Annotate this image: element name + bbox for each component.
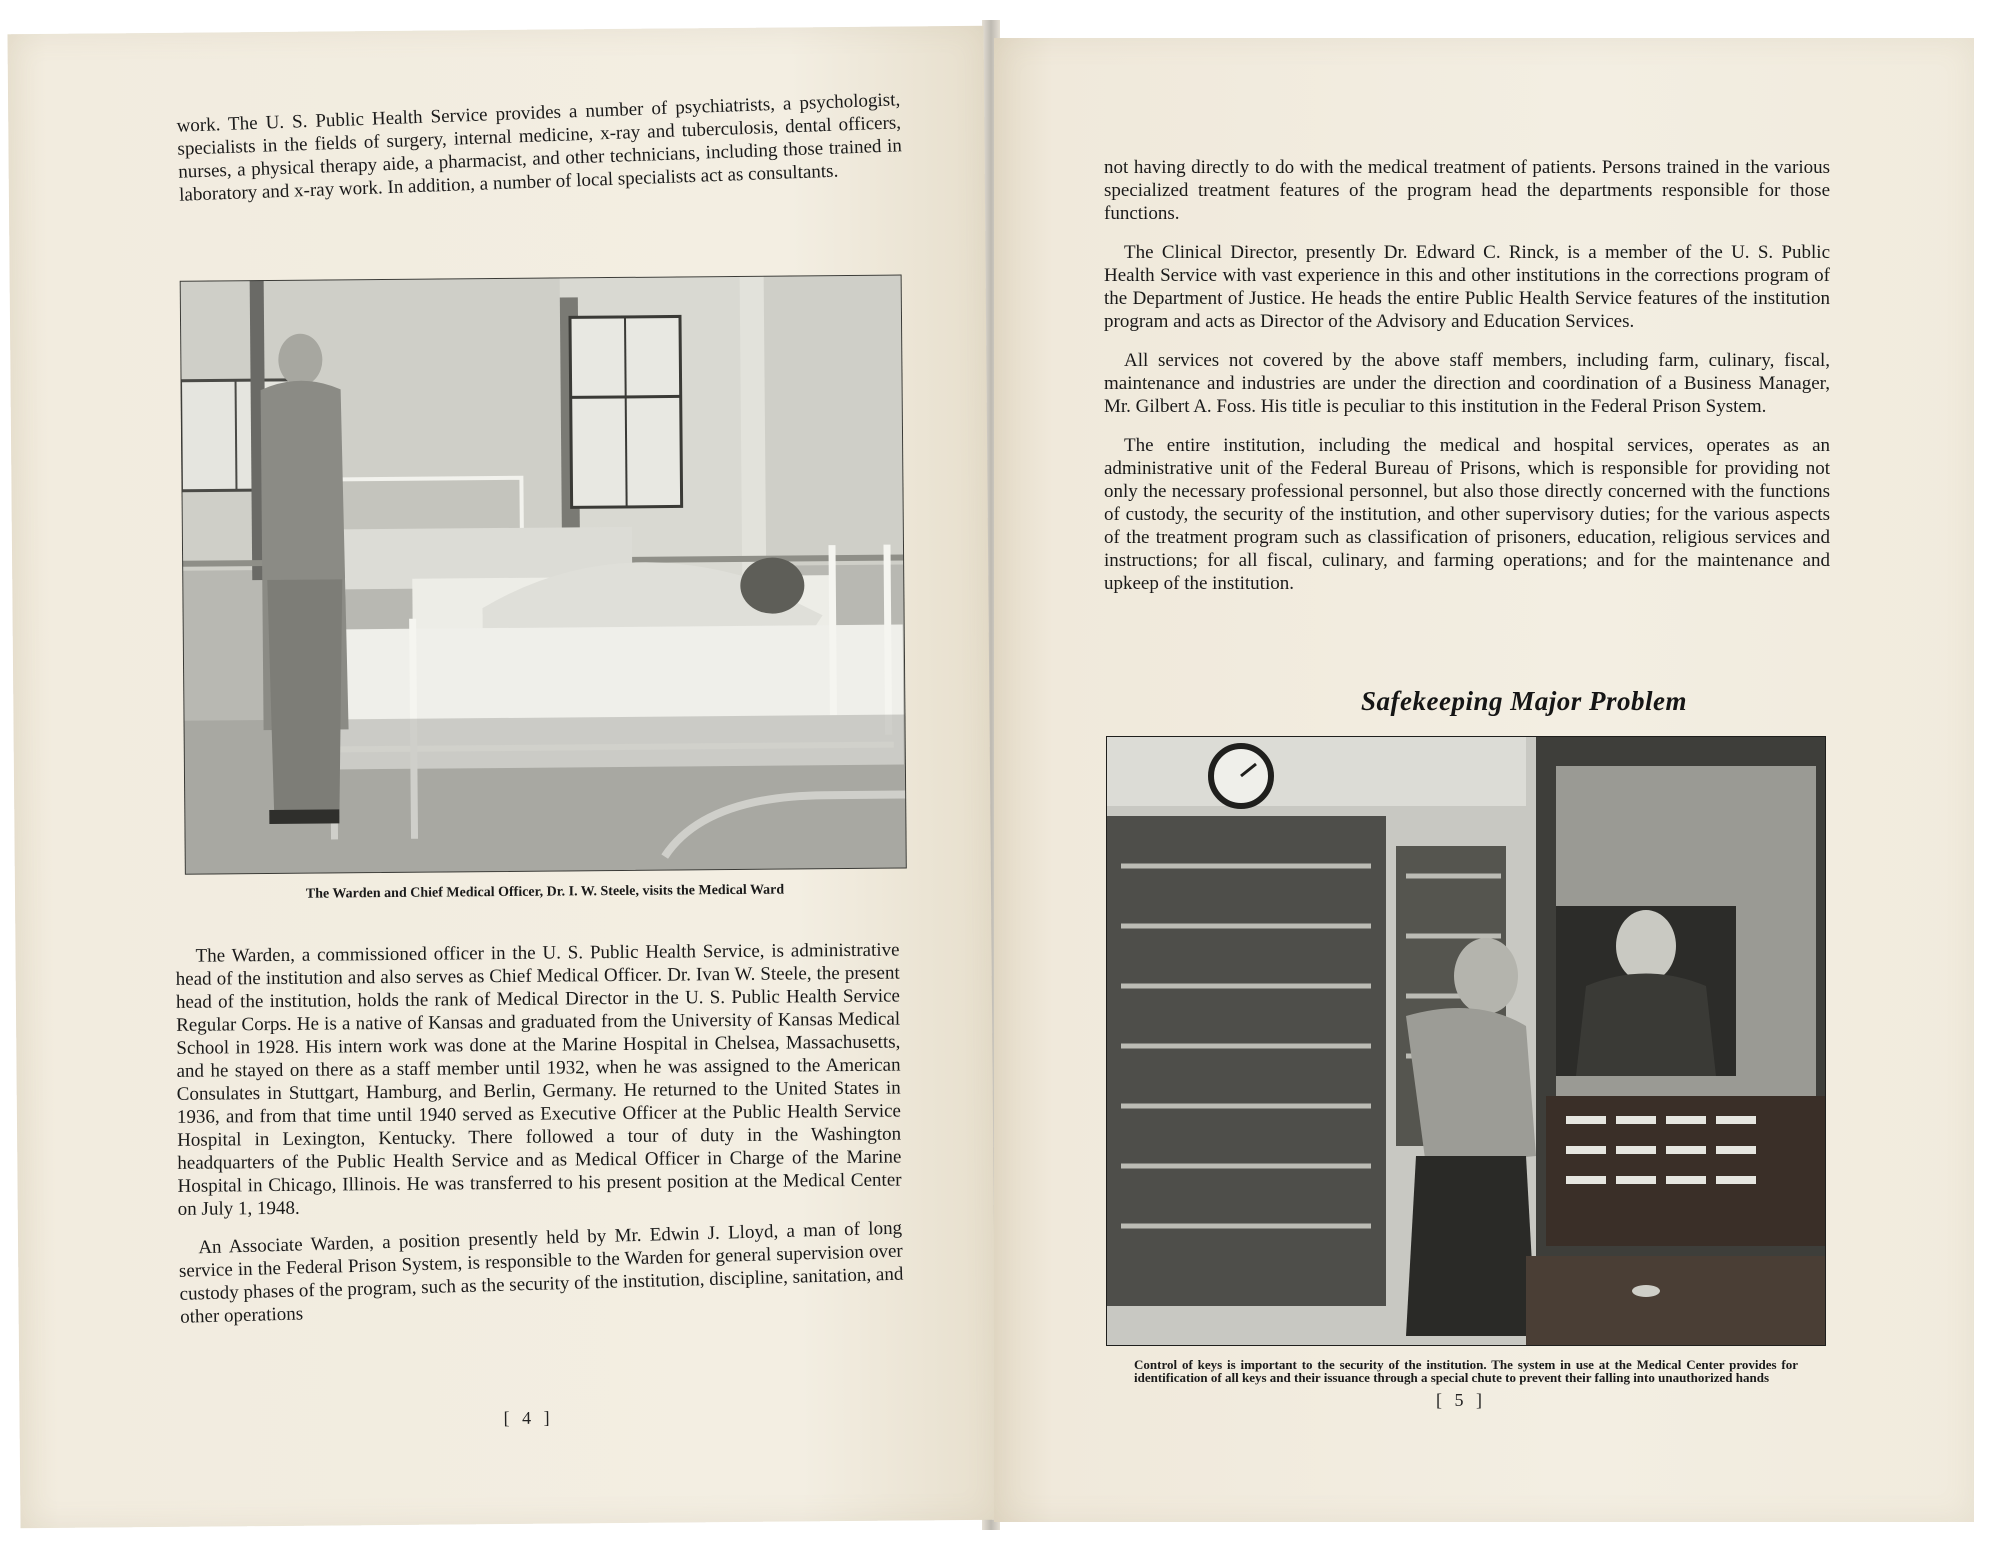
page-number-5: [ 5 ]: [1436, 1390, 1486, 1410]
associate-warden-paragraph: An Associate Warden, a position presently held by Mr. Edwin J. Lloyd, a man of long service in the Federal Prison System, is responsible to the Warden for general supervision over custody phases of the program, such as the security of the institution, discipline, sanitation, and other operations: [178, 1217, 904, 1328]
warden-paragraph: The Warden, a commissioned officer in the U. S. Public Health Service, is administrative head of the institution and also serves as Chief Medical Officer. Dr. Ivan W. Steele, the present head of the institution, holds the rank of Medical Director in the U. S. Public Health Service Regular Corps. He is a native of Kansas and graduated from the University of Kansas Medical School in 1928. His intern work was done at the Marine Hospital in Chelsea, Massachusetts, and he stayed on there as a staff member until 1932, when he was assigned to the American Consulates in Stuttgart, Hamburg, and Berlin, Germany. He returned to the United States in 1936, and from that time until 1940 served as Executive Officer at the Public Health Service Hospital in Lexington, Kentucky. There followed a tour of duty in the Washington headquarters of the Public Health Service and as Medical Officer in Charge of the Marine Hospital in Chicago, Illinois. He was transferred to his present position at the Medical Center on July 1, 1948.: [175, 939, 902, 1220]
business-manager-paragraph: All services not covered by the above staff members, including farm, culinary, fiscal, maintenance and industries are under the direction and coordination of a Business Manager, Mr. Gilbert A. Foss. His title is peculiar to this institution in the Federal Prison System.: [1104, 350, 1830, 417]
section-heading: Safekeeping Major Problem: [1361, 686, 1687, 716]
left-page: [7, 26, 996, 1528]
right-text-block: [1104, 156, 1830, 611]
clinical-director-paragraph: The Clinical Director, presently Dr. Edward C. Rinck, is a member of the U. S. Public Health Service with vast experience in this and other institutions in the corrections program of the Department of Justice. He heads the entire Public Health Service features of the institution program and acts as Director of the Advisory and Education Services.: [1104, 242, 1830, 332]
intro-paragraph-block: [176, 88, 903, 222]
key-control-photo: [1106, 736, 1826, 1346]
right-page: [994, 38, 1974, 1522]
medical-ward-photo: [180, 274, 907, 874]
continued-paragraph: not having directly to do with the medical treatment of patients. Persons trained in the various specialized treatment features of the program head the departments responsible for those functions.: [1104, 157, 1830, 224]
page-number-4: [ 4 ]: [503, 1407, 554, 1429]
medical-ward-caption: The Warden and Chief Medical Officer, Dr. I. W. Steele, visits the Medical Ward: [305, 882, 785, 902]
key-control-caption: Control of keys is important to the security of the institution. The system in use at the Medical Center provides for identification of all keys and their issuance through a special chute to prevent their falling into unauthorized hands: [1134, 1357, 1798, 1385]
warden-paragraph-block: [175, 939, 902, 1345]
administrative-unit-paragraph: The entire institution, including the medical and hospital services, operates as an administrative unit of the Federal Bureau of Prisons, which is responsible for providing not only the necessary professional personnel, but also those directly concerned with the functions of custody, the security of the institution, and other supervisory duties; for the various aspects of the treatment program such as classification of prisoners, education, religious services and instructions; for all fiscal, culinary, and farming operations; and for the maintenance and upkeep of the institution.: [1104, 435, 1830, 594]
intro-paragraph: work. The U. S. Public Health Service provides a number of psychiatrists, a psychologist, specialists in the fields of surgery, internal medicine, x-ray and tuberculosis, dental officers, nurses, a physical therapy aide, a pharmacist, and other technicians, including those trained in laboratory and x-ray work. In addition, a number of local specialists act as consultants.: [176, 89, 903, 206]
